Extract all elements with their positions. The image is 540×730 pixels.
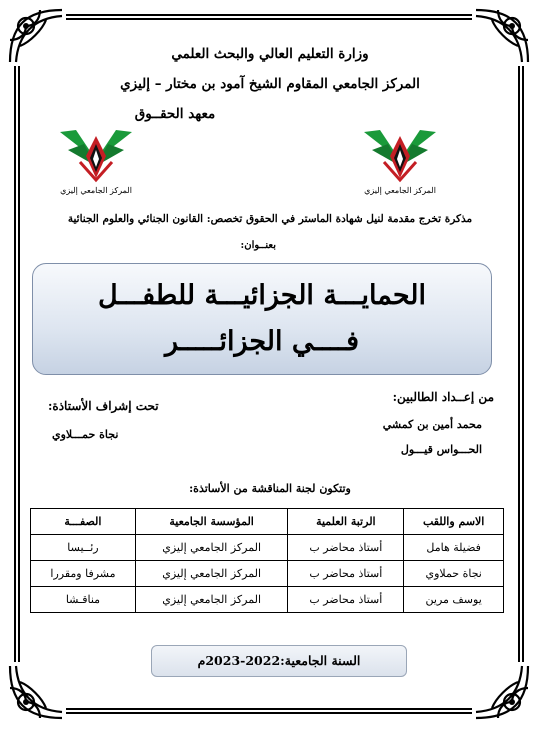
border-top-line-inner (66, 18, 472, 20)
thesis-title-line2: فــــي الجزائـــــر (165, 326, 359, 357)
logo-caption: المركز الجامعي إليزي (60, 186, 132, 195)
thesis-title-box (32, 263, 492, 375)
table-cell: فضيلة هامل (404, 535, 504, 561)
thesis-note: مذكرة تخرج مقدمة لنيل شهادة الماستر في الحقوق تخصص: القانون الجنائي والعلوم الجنائية (67, 213, 473, 225)
table-row (31, 535, 504, 561)
table-row (31, 587, 504, 613)
institute-name: معهد الحقــوق (134, 106, 216, 122)
border-right-line (522, 66, 524, 662)
title-label: بعنــوان: (240, 240, 276, 251)
university-logo-left (56, 122, 136, 198)
column-header: الاسم واللقب (404, 509, 504, 535)
thesis-title-line1: الحمايـــة الجزائيـــة للطفـــل (97, 280, 427, 311)
university-center-name: المركز الجامعي المقاوم الشيخ آمود بن مختار – إليزي (120, 76, 420, 92)
student-name-1: محمد أمين بن كمشي (382, 418, 482, 431)
university-logo-icon (360, 122, 440, 184)
committee-label: وتتكون لجنة المناقشة من الأساتذة: (189, 482, 351, 495)
table-cell: المركز الجامعي إليزي (135, 561, 288, 587)
corner-ornament-icon (472, 662, 532, 722)
logo-caption: المركز الجامعي إليزي (364, 186, 436, 195)
table-row (31, 561, 504, 587)
supervisor-name: نجاة حمـــلاوي (52, 428, 119, 441)
border-top-line (66, 14, 472, 16)
table-cell: أستاذ محاضر ب (288, 535, 404, 561)
corner-ornament-icon (6, 6, 66, 66)
table-cell: أستاذ محاضر ب (288, 561, 404, 587)
table-cell: رئــيسا (31, 535, 136, 561)
academic-year: السنة الجامعية:2022-2023م (151, 645, 407, 677)
table-cell: المركز الجامعي إليزي (135, 535, 288, 561)
table-cell: المركز الجامعي إليزي (135, 587, 288, 613)
corner-ornament-icon (6, 662, 66, 722)
table-cell: نجاة حملاوي (404, 561, 504, 587)
column-header: المؤسسة الجامعية (135, 509, 288, 535)
student-name-2: الحـــواس قيـــول (400, 443, 482, 456)
table-header-row (31, 509, 504, 535)
university-logo-icon (56, 122, 136, 184)
students-label: من إعــداد الطالبين: (392, 390, 494, 404)
university-logo-right (360, 122, 440, 198)
table-cell: يوسف مرين (404, 587, 504, 613)
border-bottom-line-inner (66, 708, 472, 710)
border-right-line-inner (518, 66, 520, 662)
ministry-name: وزارة التعليم العالي والبحث العلمي (171, 46, 369, 62)
column-header: الرتبة العلمية (288, 509, 404, 535)
border-left-line-inner (18, 66, 20, 662)
border-left-line (14, 66, 16, 662)
committee-table (30, 508, 504, 613)
supervisor-label: تحت إشراف الأستاذة: (48, 399, 159, 413)
corner-ornament-icon (472, 6, 532, 66)
table-cell: مناقـشا (31, 587, 136, 613)
border-bottom-line (66, 712, 472, 714)
table-cell: مشرفا ومقررا (31, 561, 136, 587)
table-cell: أستاذ محاضر ب (288, 587, 404, 613)
column-header: الصفـــة (31, 509, 136, 535)
